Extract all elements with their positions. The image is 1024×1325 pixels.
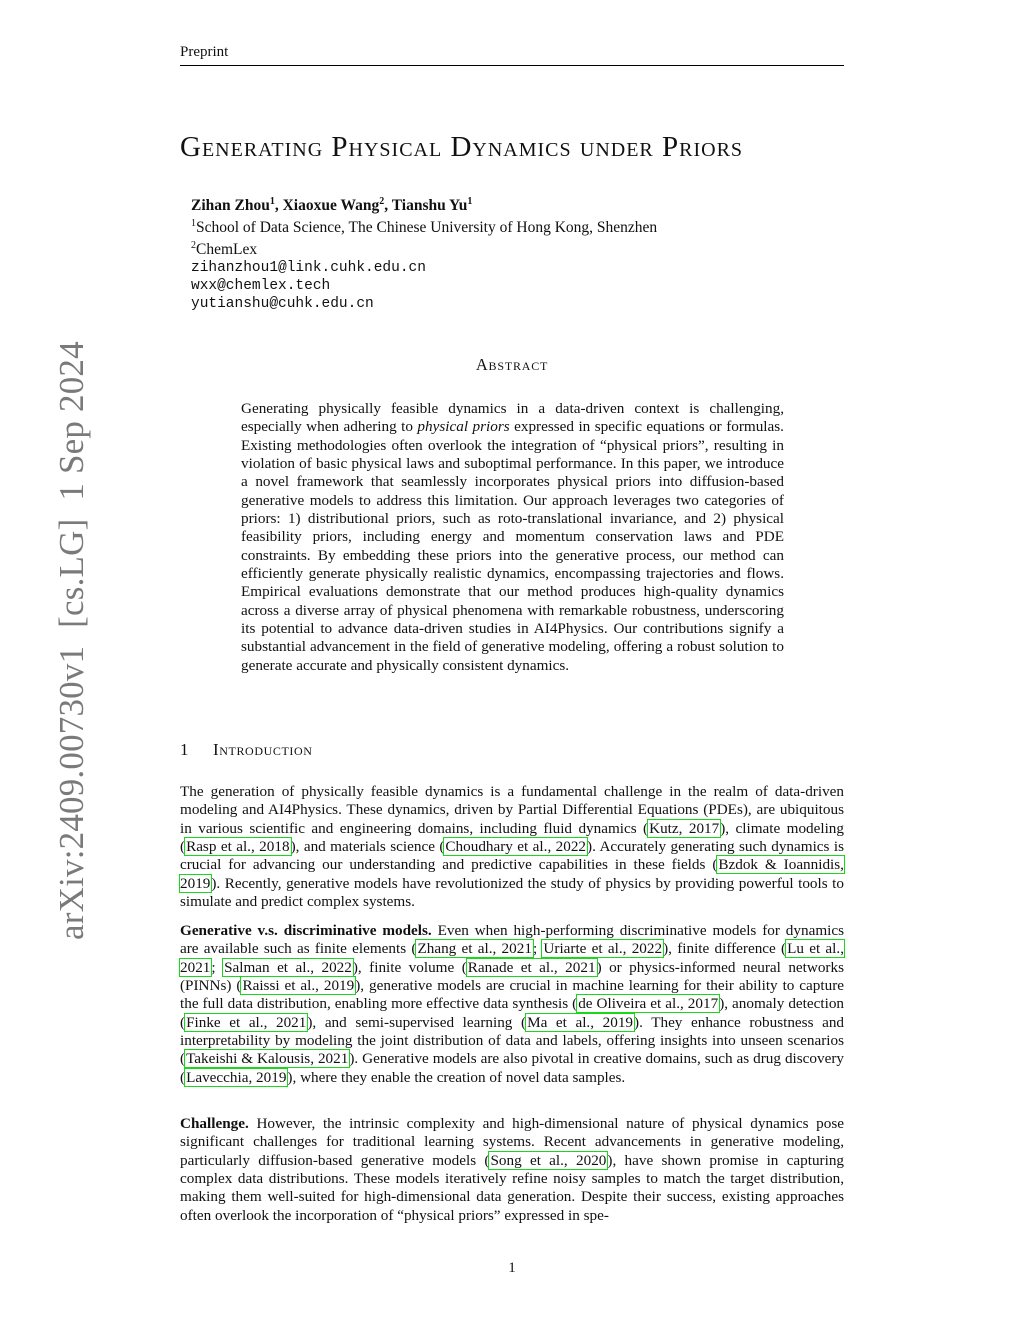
affiliation-marker: 1 xyxy=(191,218,196,230)
citation-link[interactable]: Song et al., 2020 xyxy=(490,1151,607,1169)
text-segment: Even when high-performing discriminative models for dynamics are available such as finite elements ( xyxy=(180,922,845,958)
page-number: 1 xyxy=(508,1260,516,1276)
text-segment: ), finite difference ( xyxy=(663,940,787,958)
affiliation-line xyxy=(191,237,657,259)
text-segment: ). Accurately generating such dynamics is crucial for advancing our understanding and predictive capabilities in these fields ( xyxy=(180,838,844,874)
citation-link[interactable]: Kutz, 2017 xyxy=(649,819,720,837)
text-segment: ) or physics-informed neural networks (PINNs) ( xyxy=(180,958,844,995)
citation-link[interactable]: Finke et al., 2021 xyxy=(186,1013,307,1031)
text-segment: ), have shown promise in capturing complex data distributions. These models iteratively refine noisy samples to match the target distribution, making them well-suited for high-dimensional data generation. Despite their success, existing approaches often overlook the incorporation of “physical priors” expressed in spe- xyxy=(180,1151,845,1224)
email-address[interactable]: wxx@chemlex.tech xyxy=(191,278,331,295)
affiliation-marker: 1 xyxy=(269,196,275,207)
text-segment: ), generative models are crucial in machine learning for their ability to capture the full data distribution, enabling more effective data synthesis ( xyxy=(180,977,844,1013)
text-segment: ). Generative models are also pivotal in creative domains, such as drug discovery ( xyxy=(180,1050,844,1086)
author-name: Tianshu Yu xyxy=(391,197,468,215)
affiliation-text: ChemLex xyxy=(196,241,258,259)
author-names: Zihan Zhou$^1$, Xiaoxue Wang$^2$, Tianshu Yu$^1$ xyxy=(191,196,473,215)
text-segment: ). They enhance robustness and interpretability by modeling the joint distribution of data and labels, offering insights into unseen scenarios ( xyxy=(180,1013,845,1068)
abstract-emphasis: physical priors xyxy=(417,418,510,436)
section-number: 1 xyxy=(180,740,190,759)
citation-link[interactable]: Bzdok & Ioannidis, 2019 xyxy=(180,856,844,892)
affiliation-marker: 2 xyxy=(191,240,196,252)
affiliation-marker: 1 xyxy=(467,196,473,207)
text-segment: ; xyxy=(532,940,543,958)
arxiv-identifier-stamp: arXiv:2409.00730v1 [cs.LG] 1 Sep 2024 xyxy=(52,341,91,940)
citation-link[interactable]: Rasp et al., 2018 xyxy=(186,838,290,856)
author-name: Zihan Zhou xyxy=(191,197,270,215)
affiliation-text: School of Data Science, The Chinese University of Hong Kong, Shenzhen xyxy=(196,219,658,237)
abstract-heading: Abstract xyxy=(475,355,549,374)
section-heading xyxy=(180,740,313,760)
citation-link[interactable]: Raissi et al., 2019 xyxy=(242,977,355,995)
email-address[interactable]: yutianshu@cuhk.edu.cn xyxy=(191,296,374,313)
text-segment: ). Recently, generative models have revolutionized the study of physics by providing powerful tools to simulate and predict complex systems. xyxy=(180,874,844,911)
abstract-segment: expressed in specific equations or formulas. Existing methodologies often overlook the integration of “physical priors”, resulting in violation of basic physical laws and suboptimal performance. In this paper, we introduce a novel framework that seamlessly incorporates physical priors into diffusion-based generative models to address this limitation. Our approach leverages two categories of priors: 1) distributional priors, such as roto-translational invariance, and 2) physical feasibility priors, including energy and momentum conservation laws and PDE constraints. By embedding these priors into the generative process, our method can efficiently generate physically realistic dynamics, encompassing trajectories and flows. Empirical evaluations demonstrate that our method produces high-quality dynamics across a diverse array of physical phenomena with remarkable robustness, underscoring its potential to advance data-driven studies in AI4Physics. Our contributions signify a substantial advancement in the field of generative modeling, offering a robust solution to generate accurate and physically consistent dynamics. xyxy=(241,418,784,674)
intro-paragraph-3 xyxy=(180,1115,844,1225)
abstract-segment: Generating physically feasible dynamics in a data-driven context is challenging, especially when adhering to xyxy=(241,400,784,436)
citation-link[interactable]: Takeishi & Kalousis, 2021 xyxy=(186,1050,349,1068)
text-segment: ; xyxy=(211,958,224,976)
text-segment: ), and semi-supervised learning ( xyxy=(307,1013,527,1031)
text-segment: However, the intrinsic complexity and high-dimensional nature of physical dynamics pose significant challenges for traditional learning systems. Recent advancements in generative modeling, particularly diffusion-based generative models ( xyxy=(180,1115,844,1169)
email-address[interactable]: zihanzhou1@link.cuhk.edu.cn xyxy=(191,260,426,277)
citation-link[interactable]: Uriarte et al., 2022 xyxy=(543,940,663,958)
paragraph-heading: Generative v.s. discriminative models. xyxy=(180,922,432,939)
citation-link[interactable]: Salman et al., 2022 xyxy=(224,958,352,976)
text-segment: The generation of physically feasible dynamics is a fundamental challenge in the realm of data-driven modeling and AI4Physics. These dynamics, driven by Partial Differential Equations (PDEs), are ubiquitous in various scientific and engineering domains, including fluid dynamics ( xyxy=(180,783,844,837)
text-segment: ), climate modeling ( xyxy=(180,819,844,856)
author-block xyxy=(191,193,657,313)
running-header: Preprint xyxy=(180,44,229,60)
header-rule xyxy=(180,65,844,66)
citation-link[interactable]: Choudhary et al., 2022 xyxy=(445,838,587,856)
intro-paragraph-2 xyxy=(180,922,844,1087)
citation-link[interactable]: Ranade et al., 2021 xyxy=(467,958,596,976)
section-title: Introduction xyxy=(213,740,313,759)
text-segment: ), and materials science ( xyxy=(290,838,445,856)
text-segment: ), finite volume ( xyxy=(352,958,467,976)
citation-link[interactable]: Zhang et al., 2021 xyxy=(417,940,532,958)
citation-link[interactable]: Ma et al., 2019 xyxy=(527,1013,634,1031)
citation-link[interactable]: de Oliveira et al., 2017 xyxy=(578,995,719,1013)
paragraph-heading: Challenge. xyxy=(180,1115,249,1132)
citation-link[interactable]: Lu et al., 2021 xyxy=(180,940,844,976)
affiliation-marker: 2 xyxy=(379,196,385,207)
text-segment: ), where they enable the creation of novel data samples. xyxy=(287,1068,626,1086)
abstract-text xyxy=(241,400,784,675)
text-segment: ), anomaly detection ( xyxy=(180,995,845,1031)
paper-title: Generating Physical Dynamics under Priors xyxy=(180,131,744,163)
citation-link[interactable]: Lavecchia, 2019 xyxy=(186,1068,287,1086)
author-name: Xiaoxue Wang xyxy=(282,197,380,215)
affiliation-line xyxy=(191,215,657,237)
intro-paragraph-1 xyxy=(180,783,844,911)
